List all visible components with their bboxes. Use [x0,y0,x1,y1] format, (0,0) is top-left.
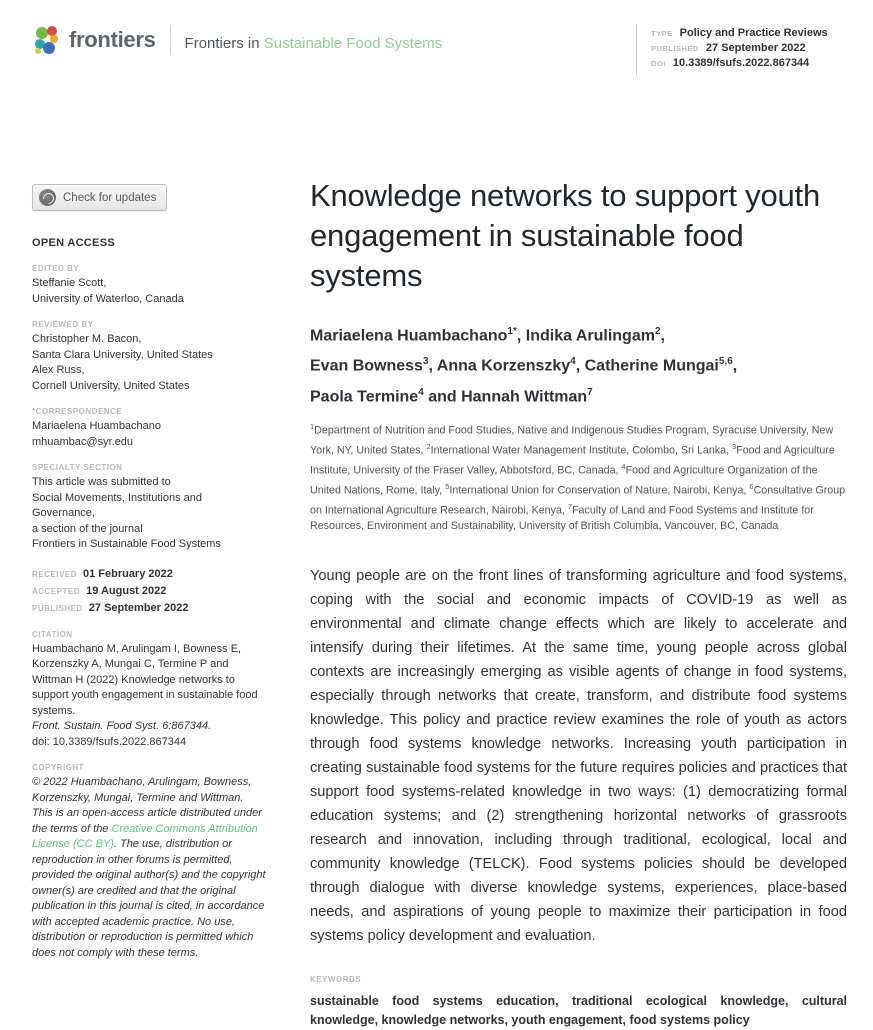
journal-title [185,29,443,52]
edited-by-affiliation: University of Waterloo, Canada [32,292,184,305]
edited-by-name: Steffanie Scott, [32,277,107,289]
meta-type-label: TYPE [651,29,673,38]
meta-published-row [651,41,847,56]
specialty-line: Social Movements, Institutions and [32,491,202,504]
dates-section [32,566,266,617]
article-meta-block [636,24,847,75]
frontiers-logo-text: frontiers [69,27,156,52]
copyright-text-before: © 2022 Huambachano, Arulingam, Bowness, Korzenszky, Mungai, Termine and Wittman. This is an open-access article distributed under the terms of the [32,776,262,835]
specialty-label: SPECIALTY SECTION [32,463,123,472]
edited-by-section [32,264,266,307]
reviewer-name: Christopher M. Bacon, [32,333,142,345]
article-info-sidebar [32,184,266,974]
citation-journal-ref: Front. Sustain. Food Syst. 6:867344. [32,720,212,732]
meta-doi-row [651,56,847,71]
article-title: Knowledge networks to support youth engagement in sustainable food systems [310,178,820,293]
keywords-label: KEYWORDS [310,974,362,984]
open-access-heading: OPEN ACCESS [32,237,115,249]
specialty-line: Frontiers in Sustainable Food Systems [32,538,221,550]
crossmark-icon [39,189,56,206]
reviewer-affiliation: Santa Clara University, United States [32,348,213,361]
reviewed-by-section [32,320,266,394]
correspondence-label: *CORRESPONDENCE [32,407,123,416]
copyright-section [32,763,266,961]
cc-by-license-link[interactable]: Creative Commons Attribution License (CC BY) [32,822,258,850]
affiliation-list: $^1$Department of Nutrition and Food Studies, Native and Indigenous Studies Program, Syracuse University, New York, NY, United States, $^2$International Water Management Institute, Colombo, Sri Lanka, $^3$Food and Agriculture Institute, University of the Fraser Valley, Abbotsford, BC, Canada, $^4$Food and Agriculture Organization of the United Nations, Rome, Italy, $^5$International Union for Conservation of Nature, Nairobi, Kenya, $^6$Consultative Group on International Agriculture Research, Nairobi, Kenya, $^7$Faculty of Land and Food Systems and Institute for Resources, Environment and Sustainability, University of British Columbia, Vancouver, BC, Canada [310,421,846,533]
check-for-updates-button[interactable] [32,184,167,211]
correspondence-name: Mariaelena Huambachano [32,420,162,432]
page-header [32,24,847,75]
journal-brand [32,24,442,56]
specialty-line: Governance, [32,507,95,519]
reviewer-name: Alex Russ, [32,364,85,376]
brand-divider [170,25,171,55]
specialty-line: This article was submitted to [32,476,171,488]
meta-doi-label: DOI [651,59,666,68]
specialty-section [32,463,266,553]
published-value: 27 September 2022 [88,601,189,614]
citation-label: CITATION [32,629,73,639]
correspondence-email-link[interactable]: mhuambac@syr.edu [32,435,134,448]
meta-type-row [651,26,847,41]
keywords-text: sustainable food systems education, traditional ecological knowledge, cultural knowledge, knowledge networks, youth engagement, food systems policy [310,993,847,1027]
accepted-label: ACCEPTED [32,586,81,596]
received-value: 01 February 2022 [82,567,173,580]
meta-published-label: PUBLISHED [651,44,699,53]
copyright-label: COPYRIGHT [32,763,85,772]
frontiers-logo-icon [32,24,60,56]
published-label: PUBLISHED [32,603,83,613]
author-list: Mariaelena Huambachano$^{1*}$, Indika Arulingam$^2$, Evan Bowness$^3$, Anna Korzenszky$^4$, Catherine Mungai$^{5,6}$, Paola Termine$^4$ and Hannah Wittman$^7$ [310,326,738,405]
published-date-row [32,600,266,617]
edited-by-label: EDITED BY [32,264,80,273]
received-label: RECEIVED [32,569,77,579]
meta-type-value: Policy and Practice Reviews [679,27,828,39]
copyright-text-after: . The use, distribution or reproduction in other forums is permitted, provided the original author(s) and the copyright owner(s) are credited and that the original publication in this journal is cited, in accordance with accepted academic practice. No use, distribution or reproduction is permitted which does not comply with these terms. [32,838,266,959]
journal-prefix: Frontiers in [184,34,260,52]
accepted-value: 19 August 2022 [86,584,167,597]
citation-doi: doi: 10.3389/fsufs.2022.867344 [32,735,187,748]
meta-published-value: 27 September 2022 [705,42,806,54]
reviewed-by-label: REVIEWED BY [32,320,94,329]
check-for-updates-label: Check for updates [63,191,157,204]
abstract-text: Young people are on the front lines of transforming agriculture and food systems, coping with the social and economic impacts of COVID-19 as well as environmental and climate change effects which are likely to accelerate and intensify during their lifetimes. At the same time, young people across global contexts are increasingly emerging as visible agents of change in food systems, especially through networks that create, transform, and distribute food systems knowledge. This policy and practice review examines the role of youth as actors through food systems knowledge networks. Increasing youth participation in creating sustainable food systems for the future requires policies and practices that support food systems-related knowledge in two ways: (1) democratizing formal education systems; and (2) strengthening horizontal networks of grassroots research and innovation, including through traditional, ecological, local and community knowledge (TELCK). Food systems policies should be developed through dialogue with diverse knowledge systems, experiences, place-based needs, and aspirations of young people to maximize their participation in food systems policy development and evaluation. [310,567,847,944]
citation-section [32,630,266,751]
meta-doi-value: 10.3389/fsufs.2022.867344 [672,57,810,69]
specialty-line: a section of the journal [32,522,143,535]
correspondence-section [32,407,266,450]
reviewer-affiliation: Cornell University, United States [32,379,190,392]
journal-name: Sustainable Food Systems [263,34,443,52]
citation-text: Huambachano M, Arulingam I, Bowness E, Korzenszky A, Mungai C, Termine P and Wittman H (2022) Knowledge networks to support youth engagement in sustainable food systems. [32,642,258,717]
received-date-row [32,566,266,583]
article-main-column [310,176,847,1030]
accepted-date-row [32,583,266,600]
